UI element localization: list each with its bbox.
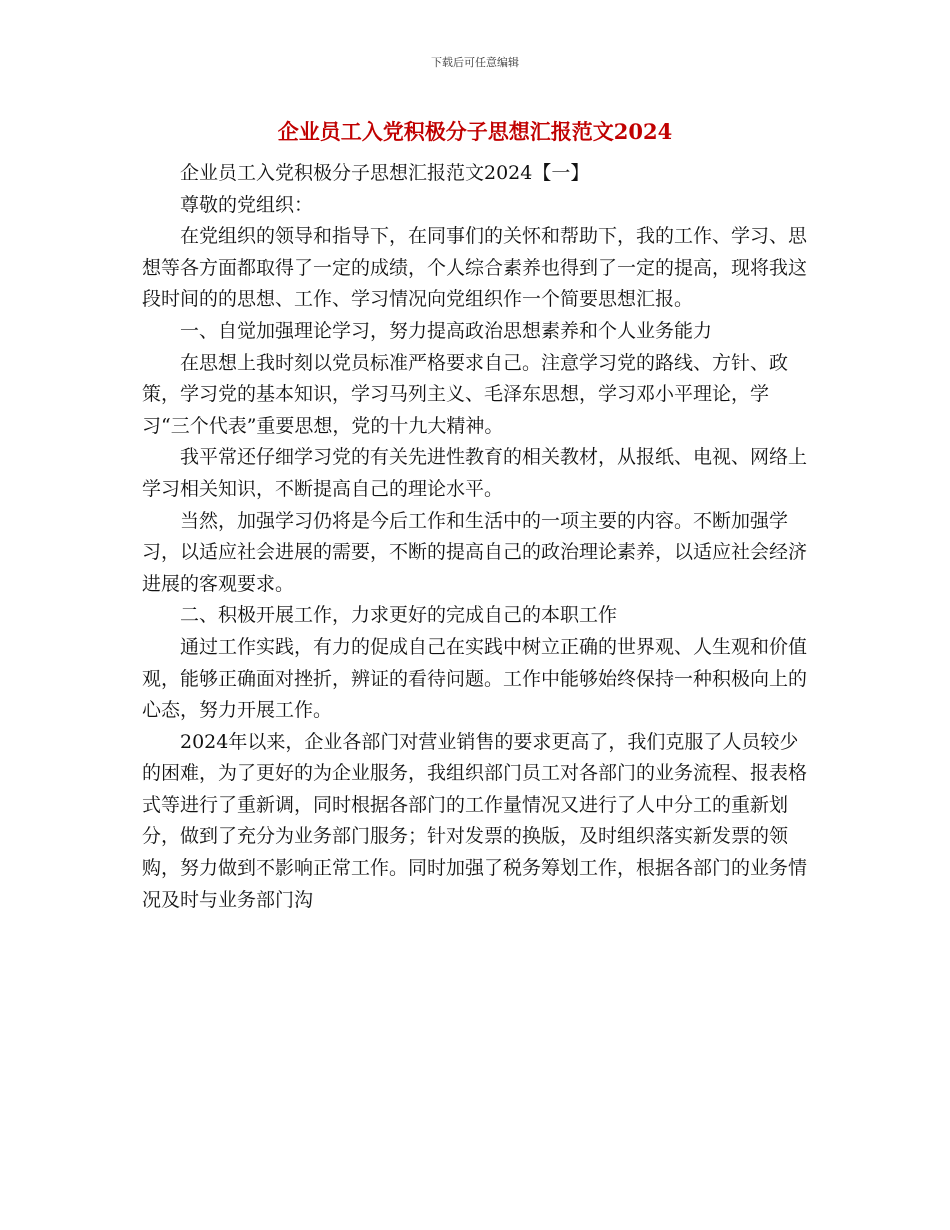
paragraph: 在党组织的领导和指导下，在同事们的关怀和帮助下，我的工作、学习、思想等各方面都取得了一定的成绩，个人综合素养也得到了一定的提高，现将我这段时间的的思想、工作、学习情况向党组织作一个简要思想汇报。 <box>142 225 808 311</box>
paragraph: 当然，加强学习仍将是今后工作和生活中的一项主要的内容。不断加强学习，以适应社会进展的需要，不断的提高自己的政治理论素养，以适应社会经济进展的客观要求。 <box>142 509 808 595</box>
paragraph: 2024年以来，企业各部门对营业销售的要求更高了，我们克服了人员较少的困难，为了更好的为企业服务，我组织部门员工对各部门的业务流程、报表格式等进行了重新调，同时根据各部门的工作量情况又进行了人中分工的重新划分，做到了充分为业务部门服务；针对发票的换版，及时组织落实新发票的领购，努力做到不影响正常工作。同时加强了税务筹划工作，根据各部门的业务情况及时与业务部门沟 <box>142 730 808 911</box>
header-note: 下载后可任意编辑 <box>431 56 519 69</box>
document-body <box>142 158 812 916</box>
paragraph: 尊敬的党组织： <box>180 193 314 216</box>
paragraph: 二、积极开展工作，力求更好的完成自己的本职工作 <box>180 604 618 627</box>
paragraph: 一、自觉加强理论学习，努力提高政治思想素养和个人业务能力 <box>180 319 713 342</box>
paragraph: 企业员工入党积极分子思想汇报范文2024【一】 <box>180 162 590 184</box>
paragraph: 我平常还仔细学习党的有关先进性教育的相关教材，从报纸、电视、网络上学习相关知识，不断提高自己的理论水平。 <box>142 446 808 500</box>
paragraph: 通过工作实践，有力的促成自己在实践中树立正确的世界观、人生观和价值观，能够正确面对挫折，辨证的看待问题。工作中能够始终保持一种积极向上的心态，努力开展工作。 <box>142 635 808 722</box>
document-title: 企业员工入党积极分子思想汇报范文2024 <box>277 119 673 144</box>
paragraph: 在思想上我时刻以党员标准严格要求自己。注意学习党的路线、方针、政策，学习党的基本知识，学习马列主义、毛泽东思想，学习邓小平理论，学习“三个代表”重要思想，党的十九大精神。 <box>142 351 789 437</box>
